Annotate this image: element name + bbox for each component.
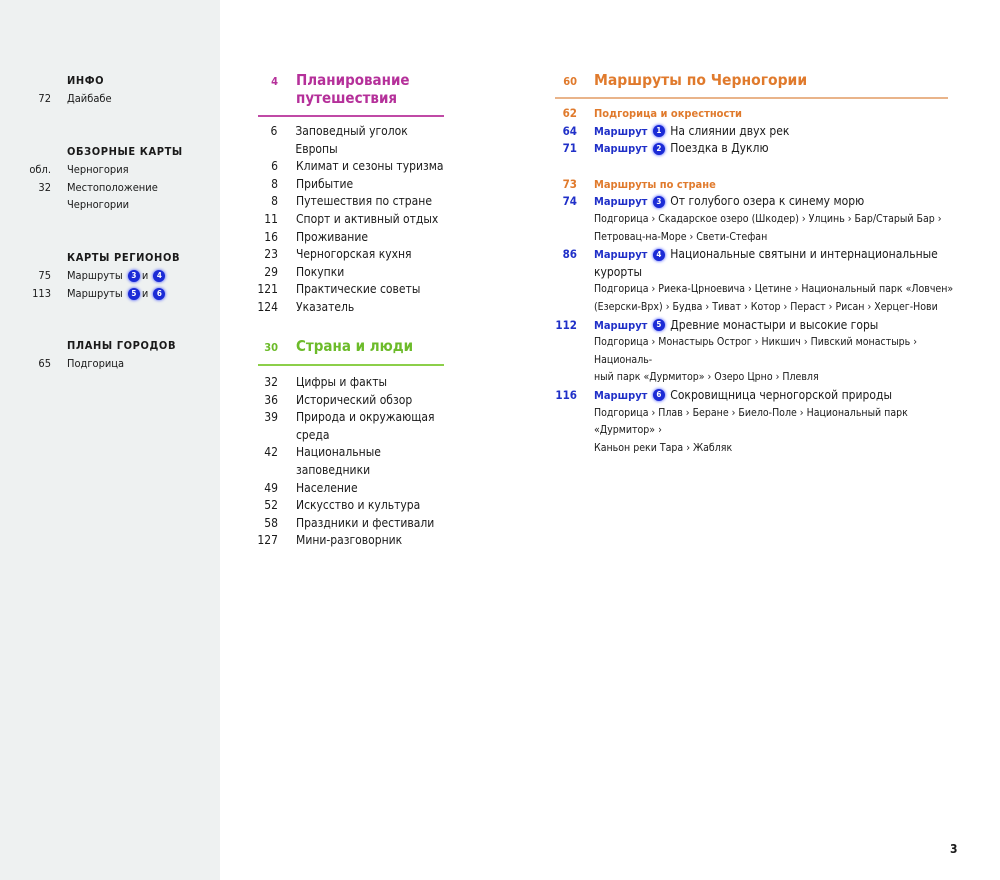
item-label: Проживание — [296, 229, 369, 244]
page-number: 16 — [264, 229, 278, 244]
route-label: Маршрут — [594, 318, 648, 332]
route-path: Каньон реки Тара › Жабляк — [594, 441, 733, 454]
item-label: Маршруты 5 и 6 — [67, 285, 167, 303]
route-badge: 4 — [653, 249, 665, 261]
toc-item[interactable] — [250, 123, 450, 158]
page-number: 6 — [271, 159, 278, 174]
item-label: заповедники — [296, 462, 371, 477]
page-number: 32 — [264, 375, 278, 389]
page-number: 32 — [38, 180, 51, 194]
page-number: 65 — [38, 357, 51, 370]
route-title — [594, 246, 938, 264]
sidebar — [0, 0, 220, 880]
page-number: 75 — [38, 269, 51, 282]
route-item[interactable] — [555, 193, 955, 211]
item-label: Праздники и фестивали — [296, 515, 435, 530]
section-title[interactable]: 30 Страна и люди — [264, 337, 414, 355]
item-label: Национальные — [296, 445, 381, 460]
item-label: Спорт и активный отдых — [296, 211, 439, 226]
route-item[interactable] — [555, 317, 955, 335]
list-item-continuation — [0, 196, 220, 214]
toc-item[interactable] — [250, 176, 450, 194]
item-label: Черногорская кухня — [296, 247, 412, 262]
item-label: Маршруты 3 и 4 — [67, 267, 167, 285]
item-label: Мини-разговорник — [296, 533, 403, 548]
list-item[interactable] — [0, 267, 220, 285]
route-name-continuation: курорты — [594, 264, 643, 279]
page-number: 74 — [562, 194, 577, 209]
route-badge: 2 — [653, 143, 665, 155]
section-heading: ОБЗОРНЫЕ КАРТЫ — [67, 145, 183, 158]
spacer — [250, 462, 278, 480]
page-number: 11 — [264, 211, 278, 226]
route-badge: 5 — [653, 319, 665, 331]
toc-item[interactable] — [250, 281, 450, 299]
page-number: 23 — [264, 247, 278, 262]
list-item[interactable] — [0, 355, 220, 373]
route-name: От голубого озера к синему морю — [670, 194, 865, 209]
route-label: Маршрут — [594, 195, 648, 209]
toc-item[interactable] — [250, 229, 450, 247]
route-path: Подгорица › Риека-Црноевича › Цетине › Национальный парк «Ловчен» — [594, 283, 954, 296]
toc-item[interactable] — [250, 515, 450, 533]
subsection-label: Подгорица и окрестности — [594, 107, 742, 120]
route-label: Маршрут — [594, 248, 648, 262]
toc-item[interactable] — [250, 193, 450, 211]
route-label: Маршрут — [594, 388, 648, 402]
list-item[interactable] — [0, 161, 220, 179]
item-label: среда — [296, 427, 330, 442]
route-badge: 1 — [653, 125, 665, 137]
page-number: обл. — [29, 163, 51, 176]
route-title — [594, 193, 864, 211]
toc-item[interactable] — [250, 409, 450, 427]
section-title[interactable]: 4 Планирование путешествия — [271, 71, 410, 107]
page-number: 124 — [257, 299, 278, 314]
route-title — [594, 123, 789, 141]
route-path: Подгорица › Плав › Беране › Биело-Поле › Национальный парк «Дурмитор» › — [594, 406, 908, 437]
subsection-title[interactable] — [555, 176, 955, 194]
page-number: 42 — [264, 445, 278, 460]
route-item[interactable] — [555, 387, 955, 405]
item-label: Исторический обзор — [296, 392, 413, 407]
route-path: (Езерски-Врх) › Будва › Тиват › Котор › Пераст › Рисан › Херцег-Нови — [594, 300, 938, 313]
route-item[interactable] — [555, 246, 955, 264]
section-heading: ИНФО — [67, 74, 105, 87]
page-number: 8 — [271, 176, 278, 191]
item-label: Искусство и культура — [296, 498, 421, 513]
page-number: 29 — [264, 264, 278, 279]
item-label: Цифры и факты — [296, 375, 388, 389]
item-label: Климат и сезоны туризма — [296, 159, 444, 174]
page-number: 72 — [38, 92, 51, 105]
route-name: Древние монастыри и высокие горы — [670, 317, 879, 332]
route-path: Петровац-на-Море › Свети-Стефан — [594, 230, 768, 243]
toc-item[interactable] — [250, 299, 450, 317]
page-number: 39 — [264, 410, 278, 425]
toc-item-continuation — [250, 427, 450, 445]
spacer — [250, 427, 278, 445]
route-name: Сокровищница черногорской природы — [670, 387, 892, 402]
route-badge: 3 — [128, 270, 140, 282]
overview-maps-section — [0, 143, 220, 214]
page-number: 73 — [562, 176, 577, 191]
page-number: 52 — [264, 498, 278, 513]
page-number: 86 — [562, 247, 577, 262]
item-label: Заповедный уголок Европы — [295, 124, 408, 156]
route-name: На слиянии двух рек — [670, 123, 790, 138]
page-number: 8 — [271, 194, 278, 209]
toc-item[interactable] — [250, 532, 450, 550]
item-label: Дайбабе — [67, 92, 112, 105]
page-number: 113 — [32, 286, 51, 300]
route-title — [594, 387, 892, 405]
section-heading: КАРТЫ РЕГИОНОВ — [67, 251, 181, 264]
route-path: ный парк «Дурмитор» › Озеро Црно › Плевля — [594, 371, 819, 384]
item-label: Путешествия по стране — [296, 194, 432, 209]
city-plans-section — [0, 337, 220, 373]
page-number: 49 — [264, 480, 278, 495]
route-badge: 6 — [153, 288, 165, 300]
item-label: Подгорица — [67, 357, 125, 370]
item-label: Черногории — [67, 198, 130, 212]
list-item[interactable] — [0, 179, 220, 197]
divider — [258, 115, 444, 117]
toc-item[interactable] — [250, 480, 450, 498]
page-number: 127 — [257, 533, 278, 548]
item-label: Черногория — [67, 163, 129, 176]
route-title — [594, 140, 769, 158]
toc-item[interactable] — [250, 211, 450, 229]
toc-item[interactable] — [250, 264, 450, 282]
page-number: 121 — [257, 282, 278, 297]
region-maps-section — [0, 249, 220, 302]
item-label: Природа и окружающая — [296, 410, 435, 425]
page-number: 36 — [264, 392, 278, 407]
section-heading: ПЛАНЫ ГОРОДОВ — [67, 339, 177, 352]
item-label: Население — [296, 480, 358, 495]
toc-item[interactable] — [250, 392, 450, 410]
route-label: Маршрут — [594, 142, 648, 156]
item-label: Местоположение — [67, 180, 158, 194]
route-badge: 5 — [128, 288, 140, 300]
page-number: 58 — [264, 515, 278, 530]
list-item[interactable] — [0, 285, 220, 303]
page-number: 3 — [950, 842, 958, 856]
subsection-title[interactable] — [555, 105, 955, 123]
toc-item[interactable] — [250, 444, 450, 462]
route-title — [594, 317, 878, 335]
toc-item-continuation — [250, 462, 450, 480]
list-item[interactable] — [0, 90, 220, 108]
page-number: 112 — [555, 317, 577, 332]
info-section — [0, 72, 220, 108]
item-label: Указатель — [296, 299, 355, 314]
route-badge: 4 — [153, 270, 165, 282]
divider — [555, 97, 948, 99]
item-label: Прибытие — [296, 176, 354, 191]
routes-section — [555, 71, 955, 457]
divider — [258, 364, 444, 366]
toc-item[interactable] — [250, 246, 450, 264]
page-number: 6 — [270, 124, 278, 138]
page-number: 71 — [562, 141, 577, 156]
page-number: 62 — [562, 106, 577, 120]
route-label: Маршрут — [594, 124, 648, 138]
planning-section — [250, 71, 450, 317]
route-item[interactable] — [555, 140, 955, 158]
page-number: 64 — [562, 123, 577, 138]
route-badge: 6 — [653, 389, 665, 401]
route-name: Поездка в Дуклю — [670, 141, 769, 156]
subsection-label: Маршруты по стране — [594, 177, 716, 191]
route-path: Подгорица › Скадарское озеро (Шкодер) › Улцинь › Бар/Старый Бар › — [594, 212, 942, 225]
route-badge: 3 — [653, 196, 665, 208]
section-title[interactable]: 60 Маршруты по Черногории — [563, 71, 808, 89]
toc-item[interactable] — [250, 158, 450, 176]
route-name: Национальные святыни и интернациональные — [670, 247, 938, 262]
country-section — [250, 337, 450, 550]
item-label: Покупки — [296, 264, 345, 279]
toc-item[interactable] — [250, 374, 450, 392]
item-label: Практические советы — [296, 282, 421, 297]
page-number: 116 — [555, 387, 577, 402]
route-path: Подгорица › Монастырь Острог › Никшич › Пивский монастырь › Националь- — [594, 336, 917, 366]
route-item[interactable] — [555, 123, 955, 141]
toc-item[interactable] — [250, 497, 450, 515]
